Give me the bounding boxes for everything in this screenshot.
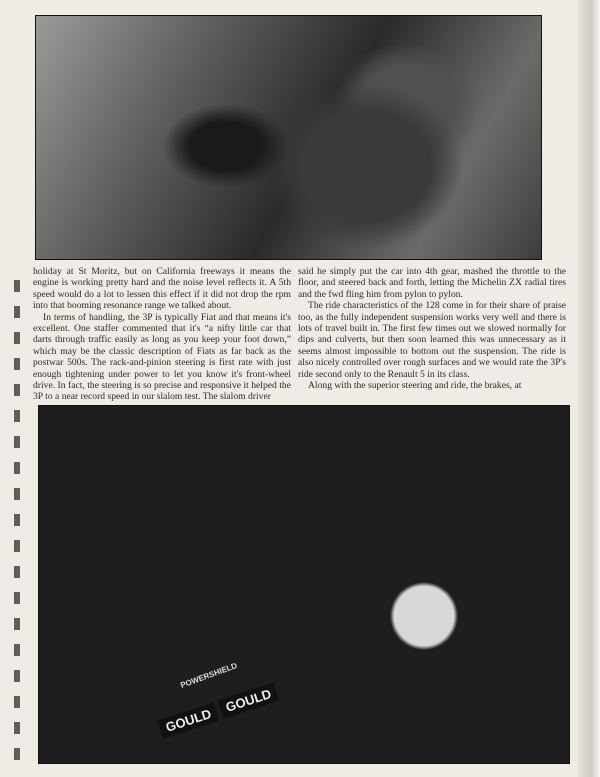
text-column-left bbox=[33, 266, 291, 403]
binding-marks bbox=[14, 280, 20, 760]
paragraph: Along with the superior steering and ride, the brakes, at bbox=[308, 380, 522, 392]
battery-brand: GOULD bbox=[158, 702, 220, 738]
battery-label: POWERSHIELD bbox=[179, 661, 239, 690]
paragraph: holiday at St Moritz, but on California freeways it means the engine is working pretty hard and the noise level reflects it. A 5th speed would do a lot to lessen this effect if it did not drop the rpm into that booming resonance range we talked about. bbox=[33, 266, 291, 312]
interior-photo bbox=[35, 15, 542, 260]
text-column-right bbox=[298, 266, 566, 391]
paragraph: The ride characteristics of the 128 come in for their share of praise too, as the fully independent suspension works very well and there is lots of travel built in. The first few times out we slowed normally for dips and culverts, but then soon learned this was unnecessary as it seems almost impossible to bottom out the suspension. The ride is also nicely controlled over rough surfaces and we would rate the 3P's ride second only to the Renault 5 in its class. bbox=[298, 300, 566, 380]
paragraph: In terms of handling, the 3P is typically Fiat and that means it's excellent. One staffer commented that it's “a nifty little car that darts through traffic easily as long as you keep your foot down,” which may be the classic description of Fiats as far back as the postwar 500s. The rack-and-pinion steering is first rate with just enough tightening under power to let you know it's front-wheel drive. In fact, the steering is so precise and responsive it helped the 3P to a near record speed in our slalom test. The slalom driver bbox=[33, 311, 291, 403]
engine-bay-photo bbox=[38, 405, 570, 764]
page-edge bbox=[578, 0, 600, 777]
battery-brand: GOULD bbox=[218, 682, 280, 718]
paragraph: said he simply put the car into 4th gear, mashed the throttle to the floor, and steered back and forth, letting the Michelin ZX radial tires and the fwd fling him from pylon to pylon. bbox=[298, 266, 566, 300]
